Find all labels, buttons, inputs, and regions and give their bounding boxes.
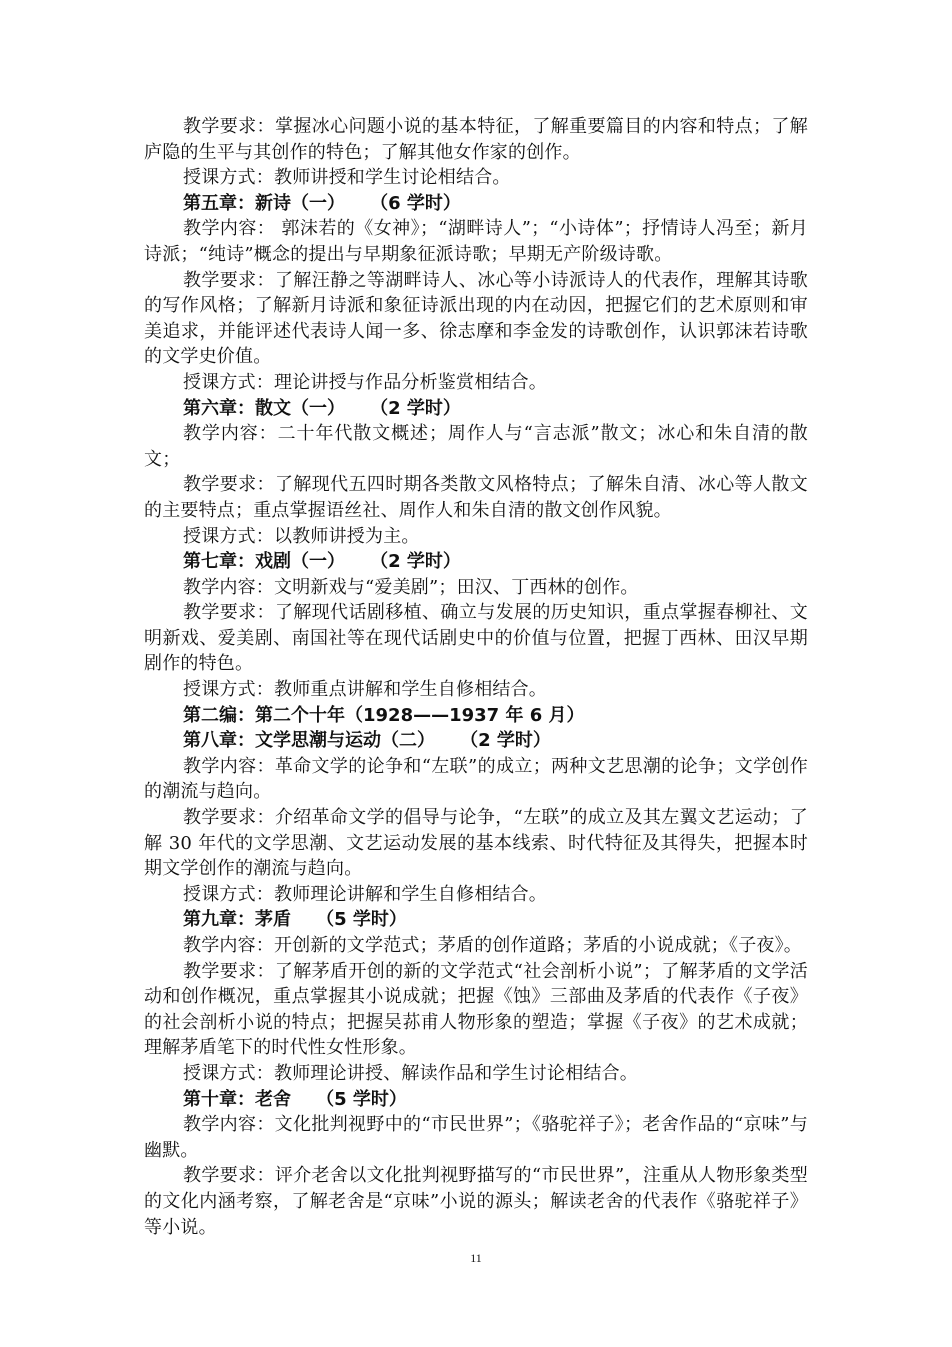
paragraph: 教学内容：革命文学的论争和“左联”的成立；两种文艺思潮的论争；文学创作的潮流与趋向。: [144, 755, 808, 803]
paragraph: 教学要求：了解汪静之等湖畔诗人、冰心等小诗派诗人的代表作，理解其诗歌的写作风格；了解新月诗派和象征诗派出现的内在动因，把握它们的艺术原则和审美追求，并能评述代表诗人闻一多、徐志摩和李金发的诗歌创作，认识郭沫若诗歌的文学史价值。: [144, 269, 808, 368]
paragraph: 教学内容：文明新戏与“爱美剧”；田汉、丁西林的创作。: [183, 576, 639, 598]
paragraph: 授课方式：教师理论讲授、解读作品和学生讨论相结合。: [183, 1062, 638, 1084]
paragraph: 教学要求：了解现代五四时期各类散文风格特点；了解朱自清、冰心等人散文的主要特点；重点掌握语丝社、周作人和朱自清的散文创作风貌。: [144, 474, 808, 521]
paragraph: 教学要求：介绍革命文学的倡导与论争，“左联”的成立及其左翼文艺运动；了解 30 年代的文学思潮、文艺运动发展的基本线索、时代特征及其得失，把握本时期文学创作的潮流与趋向。: [144, 807, 808, 880]
section-heading: 第五章：新诗（一） （6 学时）: [183, 192, 461, 214]
section-heading: 第十章：老舍 （5 学时）: [183, 1088, 407, 1110]
paragraph: 授课方式：教师重点讲解和学生自修相结合。: [183, 679, 547, 701]
document-body: [144, 114, 808, 1240]
paragraph: 教学内容：二十年代散文概述；周作人与“言志派”散文；冰心和朱自清的散文；: [144, 423, 808, 470]
paragraph: 教学内容：开创新的文学范式；茅盾的创作道路；茅盾的小说成就；《子夜》。: [183, 935, 802, 956]
section-heading: 第二编：第二个十年（1928——1937 年 6 月）: [183, 704, 585, 726]
section-heading: 第八章：文学思潮与运动（二） （2 学时）: [183, 730, 551, 752]
paragraph: 教学要求：评介老舍以文化批判视野描写的“市民世界”，注重从人物形象类型的文化内涵考察，了解老舍是“京味”小说的源头；解读老舍的代表作《骆驼祥子》等小说。: [144, 1165, 808, 1238]
section-heading: 第七章：戏剧（一） （2 学时）: [183, 551, 461, 573]
paragraph: 授课方式：教师理论讲解和学生自修相结合。: [183, 883, 547, 905]
paragraph: 教学要求：了解现代话剧移植、确立与发展的历史知识，重点掌握春柳社、文明新戏、爱美剧、南国社等在现代话剧史中的价值与位置，把握丁西林、田汉早期剧作的特色。: [144, 602, 808, 675]
paragraph: 教学内容： 郭沫若的《女神》；“湖畔诗人”；“小诗体”；抒情诗人冯至；新月诗派；“纯诗”概念的提出与早期象征派诗歌；早期无产阶级诗歌。: [144, 218, 808, 265]
paragraph: 授课方式：以教师讲授为主。: [183, 525, 420, 547]
paragraph: 授课方式：理论讲授与作品分析鉴赏相结合。: [183, 371, 547, 393]
paragraph: 教学要求：掌握冰心问题小说的基本特征，了解重要篇目的内容和特点；了解庐隐的生平与其创作的特色；了解其他女作家的创作。: [144, 116, 808, 163]
paragraph: 授课方式：教师讲授和学生讨论相结合。: [183, 167, 511, 189]
page-number: 11: [470, 1251, 482, 1265]
section-heading: 第六章：散文（一） （2 学时）: [183, 397, 461, 419]
section-heading: 第九章：茅盾 （5 学时）: [183, 909, 407, 931]
paragraph: 教学要求：了解茅盾开创的新的文学范式“社会剖析小说”；了解茅盾的文学活动和创作概况，重点掌握其小说成就；把握《蚀》三部曲及茅盾的代表作《子夜》的社会剖析小说的特点；把握吴荪甫人物形象的塑造；掌握《子夜》的艺术成就；理解茅盾笔下的时代性女性形象。: [144, 960, 808, 1059]
paragraph: 教学内容：文化批判视野中的“市民世界”；《骆驼祥子》；老舍作品的“京味”与幽默。: [144, 1114, 808, 1161]
